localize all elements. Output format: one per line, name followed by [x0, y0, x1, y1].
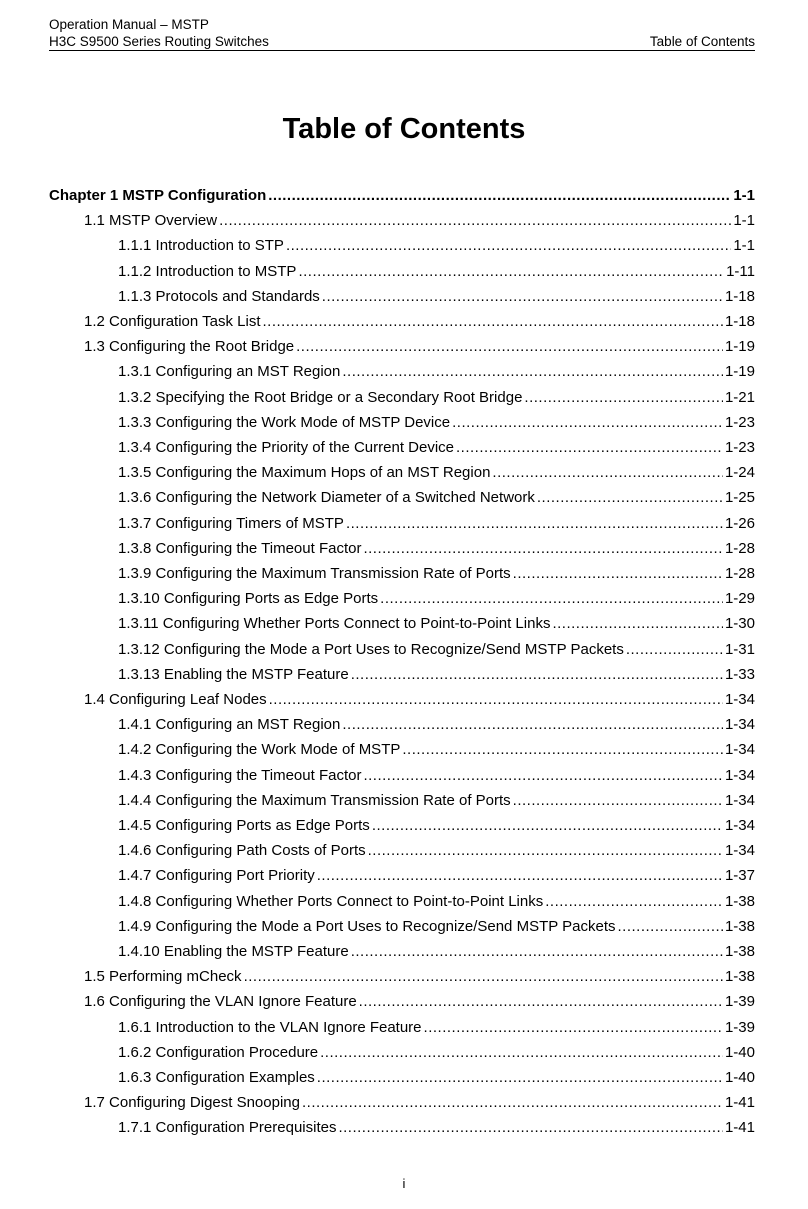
- dot-leader: [363, 539, 723, 559]
- toc-entry-page: 1-34: [724, 817, 755, 834]
- page-title: Table of Contents: [282, 113, 526, 145]
- manual-title: Operation Manual – MSTP: [49, 17, 209, 32]
- toc-entry-page: 1-23: [724, 439, 755, 456]
- toc-entry-label: 1.7.1 Configuration Prerequisites: [118, 1119, 337, 1137]
- toc-subsection-entry[interactable]: [118, 488, 755, 508]
- toc-entry-page: 1-38: [724, 917, 755, 935]
- toc-entry-label: 1.1.2 Introduction to MSTP: [118, 262, 297, 280]
- dot-leader: [346, 514, 723, 534]
- toc-entry-page: 1-25: [724, 489, 755, 507]
- toc-entry-label: 1.3.7 Configuring Timers of MSTP: [118, 514, 344, 532]
- toc-entry-label: 1.6.1 Introduction to the VLAN Ignore Feature: [118, 1018, 422, 1036]
- dot-leader: [492, 463, 723, 483]
- product-name: H3C S9500 Series Routing Switches: [49, 34, 269, 49]
- toc-subsection-entry[interactable]: [118, 463, 755, 483]
- page-header: [49, 16, 755, 50]
- toc-subsection-entry[interactable]: [118, 236, 755, 256]
- toc-entry-label: 1.1 MSTP Overview: [84, 212, 218, 230]
- toc-entry-page: 1-1: [733, 212, 755, 230]
- toc-entry-page: 1-39: [724, 993, 755, 1011]
- toc-subsection-entry[interactable]: [118, 665, 755, 685]
- toc-entry-label: 1.6 Configuring the VLAN Ignore Feature: [84, 993, 357, 1011]
- dot-leader: [286, 236, 731, 256]
- toc-entry-label: 1.1.3 Protocols and Standards: [118, 287, 320, 305]
- toc-entry-label: 1.4.6 Configuring Path Costs of Ports: [118, 842, 366, 860]
- dot-leader: [298, 262, 724, 282]
- toc-entry-label: 1.3.3 Configuring the Work Mode of MSTP Device: [118, 413, 451, 431]
- toc-entry-page: 1-21: [724, 388, 755, 406]
- toc-subsection-entry[interactable]: [118, 589, 755, 609]
- toc-entry-page: 1-18: [724, 313, 755, 330]
- toc-entry-page: 1-30: [724, 615, 755, 633]
- toc-subsection-entry[interactable]: [118, 1068, 755, 1088]
- toc-entry-label: 1.4.8 Configuring Whether Ports Connect to Point-to-Point Links: [118, 892, 544, 910]
- toc-entry-label: 1.3.13 Enabling the MSTP Feature: [118, 665, 349, 683]
- dot-leader: [537, 488, 723, 508]
- toc-entry-label: 1.3.8 Configuring the Timeout Factor: [118, 539, 362, 557]
- toc-entry-label: 1.3.1 Configuring an MST Region: [118, 363, 341, 381]
- toc-entry-page: 1-34: [724, 691, 755, 708]
- toc-subsection-entry[interactable]: [118, 362, 755, 382]
- toc-entry-page: 1-23: [724, 413, 755, 431]
- toc-entry-page: 1-18: [724, 287, 755, 305]
- toc-entry-label: 1.3.12 Configuring the Mode a Port Uses to Recognize/Send MSTP Packets: [118, 640, 624, 658]
- toc-entry-page: 1-1: [733, 237, 755, 255]
- toc-entry-page: 1-19: [724, 338, 755, 356]
- dot-leader: [263, 312, 723, 332]
- toc-entry-label: 1.3.10 Configuring Ports as Edge Ports: [118, 590, 379, 608]
- dot-leader: [322, 287, 723, 307]
- toc-subsection-entry[interactable]: [118, 766, 755, 786]
- dot-leader: [452, 413, 723, 433]
- header-row-2: [49, 33, 755, 50]
- dot-leader: [320, 1043, 723, 1063]
- toc-entry-page: 1-29: [724, 590, 755, 608]
- toc-entry-page: 1-24: [724, 464, 755, 482]
- toc-subsection-entry[interactable]: [118, 539, 755, 559]
- toc-subsection-entry[interactable]: [118, 841, 755, 861]
- toc-subsection-entry[interactable]: [118, 388, 755, 408]
- toc-entry-page: 1-34: [724, 741, 755, 759]
- toc-entry-label: 1.6.3 Configuration Examples: [118, 1069, 315, 1086]
- toc-subsection-entry[interactable]: [118, 1018, 755, 1038]
- dot-leader: [424, 1018, 723, 1038]
- dot-leader: [268, 186, 731, 206]
- toc-subsection-entry[interactable]: [118, 866, 755, 886]
- dot-leader: [513, 791, 723, 811]
- dot-leader: [368, 841, 723, 861]
- header-row-1: [49, 16, 755, 33]
- toc-entry-label: 1.6.2 Configuration Procedure: [118, 1043, 319, 1061]
- toc-subsection-entry[interactable]: [118, 287, 755, 307]
- dot-leader: [219, 211, 731, 231]
- toc-entry-page: 1-31: [724, 640, 755, 658]
- toc-entry-label: 1.4.2 Configuring the Work Mode of MSTP: [118, 741, 401, 759]
- toc-entry-page: 1-41: [724, 1119, 755, 1137]
- toc-subsection-entry[interactable]: [118, 1043, 755, 1063]
- dot-leader: [302, 1093, 723, 1113]
- header-divider: [49, 50, 755, 51]
- dot-leader: [372, 816, 723, 836]
- toc-entry-page: 1-26: [724, 514, 755, 532]
- toc-entry-label: 1.4.4 Configuring the Maximum Transmission Rate of Ports: [118, 791, 511, 809]
- toc-entry-label: 1.7 Configuring Digest Snooping: [84, 1094, 300, 1112]
- toc-section-entry[interactable]: [84, 1093, 755, 1113]
- toc-subsection-entry[interactable]: [118, 816, 755, 836]
- toc-entry-label: 1.3.5 Configuring the Maximum Hops of an MST Region: [118, 464, 491, 482]
- toc-subsection-entry[interactable]: [118, 1118, 755, 1138]
- toc-entry-page: 1-38: [724, 892, 755, 910]
- dot-leader: [244, 967, 723, 987]
- toc-subsection-entry[interactable]: [118, 413, 755, 433]
- toc-subsection-entry[interactable]: [118, 917, 755, 937]
- toc-entry-label: 1.4 Configuring Leaf Nodes: [84, 691, 267, 708]
- toc-entry-page: 1-34: [724, 766, 755, 784]
- toc-entry-label: 1.4.7 Configuring Port Priority: [118, 867, 315, 885]
- toc-subsection-entry[interactable]: [118, 514, 755, 534]
- toc-entry-page: 1-34: [724, 716, 755, 734]
- dot-leader: [618, 917, 723, 937]
- dot-leader: [552, 614, 723, 634]
- toc-subsection-entry[interactable]: [118, 942, 755, 962]
- toc-entry-label: 1.3 Configuring the Root Bridge: [84, 338, 295, 356]
- toc-entry-page: 1-33: [724, 665, 755, 683]
- toc-entry-label: 1.3.4 Configuring the Priority of the Current Device: [118, 439, 454, 456]
- toc-entry-page: 1-39: [724, 1018, 755, 1036]
- toc-section-entry[interactable]: [84, 211, 755, 231]
- toc-entry-page: 1-38: [724, 943, 755, 960]
- toc-section-entry[interactable]: [84, 992, 755, 1012]
- toc-entry-page: 1-34: [724, 842, 755, 860]
- toc-chapter-entry[interactable]: [49, 186, 755, 206]
- dot-leader: [402, 740, 723, 760]
- toc-section-entry[interactable]: [84, 312, 755, 332]
- toc-entry-page: 1-11: [726, 262, 755, 280]
- toc-entry-page: 1-28: [724, 539, 755, 557]
- toc-entry-page: 1-34: [724, 791, 755, 809]
- dot-leader: [456, 438, 723, 458]
- dot-leader: [338, 1118, 723, 1138]
- toc-section-entry[interactable]: [84, 690, 755, 710]
- dot-leader: [317, 866, 723, 886]
- toc-subsection-entry[interactable]: [118, 614, 755, 634]
- dot-leader: [351, 665, 723, 685]
- section-name: Table of Contents: [649, 34, 755, 49]
- dot-leader: [513, 564, 723, 584]
- toc-entry-page: 1-40: [724, 1069, 755, 1086]
- dot-leader: [351, 942, 723, 962]
- toc-entry-label: 1.3.6 Configuring the Network Diameter of a Switched Network: [118, 489, 535, 507]
- toc-entry-label: 1.2 Configuration Task List: [84, 313, 261, 330]
- toc-subsection-entry[interactable]: [118, 438, 755, 458]
- toc-entry-label: 1.4.3 Configuring the Timeout Factor: [118, 766, 362, 784]
- toc-entry-label: 1.3.2 Specifying the Root Bridge or a Secondary Root Bridge: [118, 388, 523, 406]
- toc-entry-label: 1.1.1 Introduction to STP: [118, 237, 284, 255]
- dot-leader: [380, 589, 723, 609]
- toc-entry-label: 1.4.10 Enabling the MSTP Feature: [118, 943, 349, 960]
- dot-leader: [524, 388, 723, 408]
- dot-leader: [317, 1068, 723, 1088]
- toc-subsection-entry[interactable]: [118, 564, 755, 584]
- toc-entry-page: 1-40: [724, 1043, 755, 1061]
- dot-leader: [342, 362, 723, 382]
- toc-subsection-entry[interactable]: [118, 262, 755, 282]
- toc-entry-page: 1-38: [724, 968, 755, 986]
- toc-section-entry[interactable]: [84, 967, 755, 987]
- toc-entry-label: Chapter 1 MSTP Configuration: [49, 187, 267, 204]
- dot-leader: [296, 337, 723, 357]
- dot-leader: [359, 992, 723, 1012]
- toc-entry-label: 1.4.9 Configuring the Mode a Port Uses to Recognize/Send MSTP Packets: [118, 917, 616, 935]
- toc-entry-page: 1-28: [724, 565, 755, 582]
- toc-entry-page: 1-37: [724, 867, 755, 885]
- dot-leader: [342, 715, 723, 735]
- toc-entry-label: 1.3.9 Configuring the Maximum Transmission Rate of Ports: [118, 565, 511, 582]
- dot-leader: [545, 892, 723, 912]
- dot-leader: [626, 640, 723, 660]
- toc-subsection-entry[interactable]: [118, 791, 755, 811]
- toc-section-entry[interactable]: [84, 337, 755, 357]
- dot-leader: [269, 690, 723, 710]
- dot-leader: [363, 766, 723, 786]
- toc-subsection-entry[interactable]: [118, 715, 755, 735]
- toc-entry-label: 1.4.1 Configuring an MST Region: [118, 716, 341, 734]
- page-number: i: [402, 1176, 406, 1191]
- toc-entry-page: 1-19: [724, 363, 755, 381]
- toc-entry-page: 1-41: [724, 1094, 755, 1112]
- toc-entry-label: 1.3.11 Configuring Whether Ports Connect to Point-to-Point Links: [118, 615, 551, 633]
- toc-subsection-entry[interactable]: [118, 892, 755, 912]
- toc-entry-label: 1.4.5 Configuring Ports as Edge Ports: [118, 817, 370, 834]
- toc-subsection-entry[interactable]: [118, 740, 755, 760]
- toc-entry-page: 1-1: [733, 187, 755, 204]
- toc-subsection-entry[interactable]: [118, 640, 755, 660]
- toc-entry-label: 1.5 Performing mCheck: [84, 968, 242, 986]
